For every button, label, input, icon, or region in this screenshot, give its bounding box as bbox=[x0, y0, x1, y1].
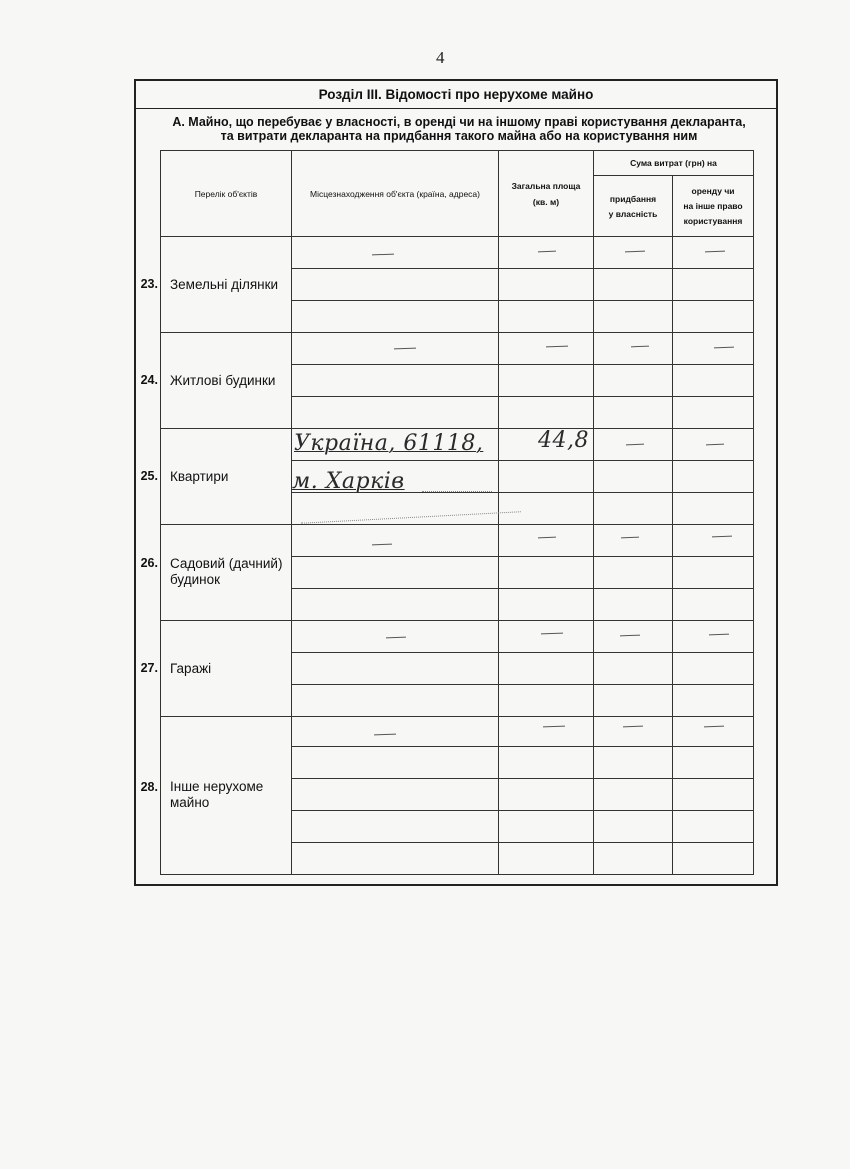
header-rent-line3: користування bbox=[683, 216, 743, 226]
row-label-houses: Житлові будинки bbox=[170, 373, 276, 388]
header-rent-line1: оренду чи bbox=[691, 186, 735, 196]
smudge-mark bbox=[422, 491, 492, 493]
row-label-apartments: Квартири bbox=[170, 469, 229, 484]
section-title: Розділ ІІІ. Відомості про нерухоме майно bbox=[136, 81, 776, 109]
header-expenses: Сума витрат (грн) на bbox=[630, 158, 717, 168]
smudge-mark bbox=[301, 511, 521, 525]
row-label-garages: Гаражі bbox=[170, 661, 212, 676]
row-label-other-property-line1: Інше нерухоме bbox=[170, 779, 264, 794]
row-number-24: 24. bbox=[140, 373, 158, 387]
row-label-other-property bbox=[170, 779, 263, 811]
header-purchase-line2: у власність bbox=[608, 208, 658, 219]
row-label-other-property-line2: майно bbox=[170, 795, 210, 810]
page-number: 4 bbox=[436, 48, 445, 67]
row-number-25: 25. bbox=[140, 469, 158, 483]
real-estate-table bbox=[136, 81, 776, 884]
row-label-land: Земельні ділянки bbox=[170, 277, 279, 292]
handwritten-address-line1: Україна, 61118, bbox=[294, 431, 484, 456]
row-label-garden-house bbox=[170, 556, 282, 588]
row-label-garden-house-line2: будинок bbox=[170, 572, 221, 587]
subtitle-line-2: та витрати декларанта на придбання такого майна або на користування ним bbox=[220, 129, 698, 143]
header-purchase-line1: придбання bbox=[609, 193, 657, 204]
real-estate-section bbox=[134, 79, 778, 886]
handwritten-address-line2: м. Харків bbox=[292, 469, 405, 494]
header-location: Місцезнаходження об'єкта (країна, адреса) bbox=[310, 188, 480, 199]
row-number-26: 26. bbox=[140, 556, 158, 570]
header-area-line2: (кв. м) bbox=[532, 196, 560, 207]
header-rent bbox=[673, 176, 753, 236]
header-area-line1: Загальна площа bbox=[511, 180, 581, 191]
row-number-23: 23. bbox=[140, 277, 158, 291]
header-purchase bbox=[594, 176, 672, 236]
row-number-28: 28. bbox=[140, 780, 158, 794]
row-label-garden-house-line1: Садовий (дачний) bbox=[170, 556, 283, 571]
handwritten-area-value: 44,8 bbox=[538, 428, 589, 453]
row-number-27: 27. bbox=[140, 661, 158, 675]
header-objects: Перелік об'єктів bbox=[194, 188, 258, 199]
header-rent-line2: на інше право bbox=[683, 201, 743, 211]
subtitle-line-1: А. Майно, що перебуває у власності, в оренді чи на іншому праві користування декларанта, bbox=[172, 115, 746, 129]
header-area bbox=[499, 151, 593, 236]
